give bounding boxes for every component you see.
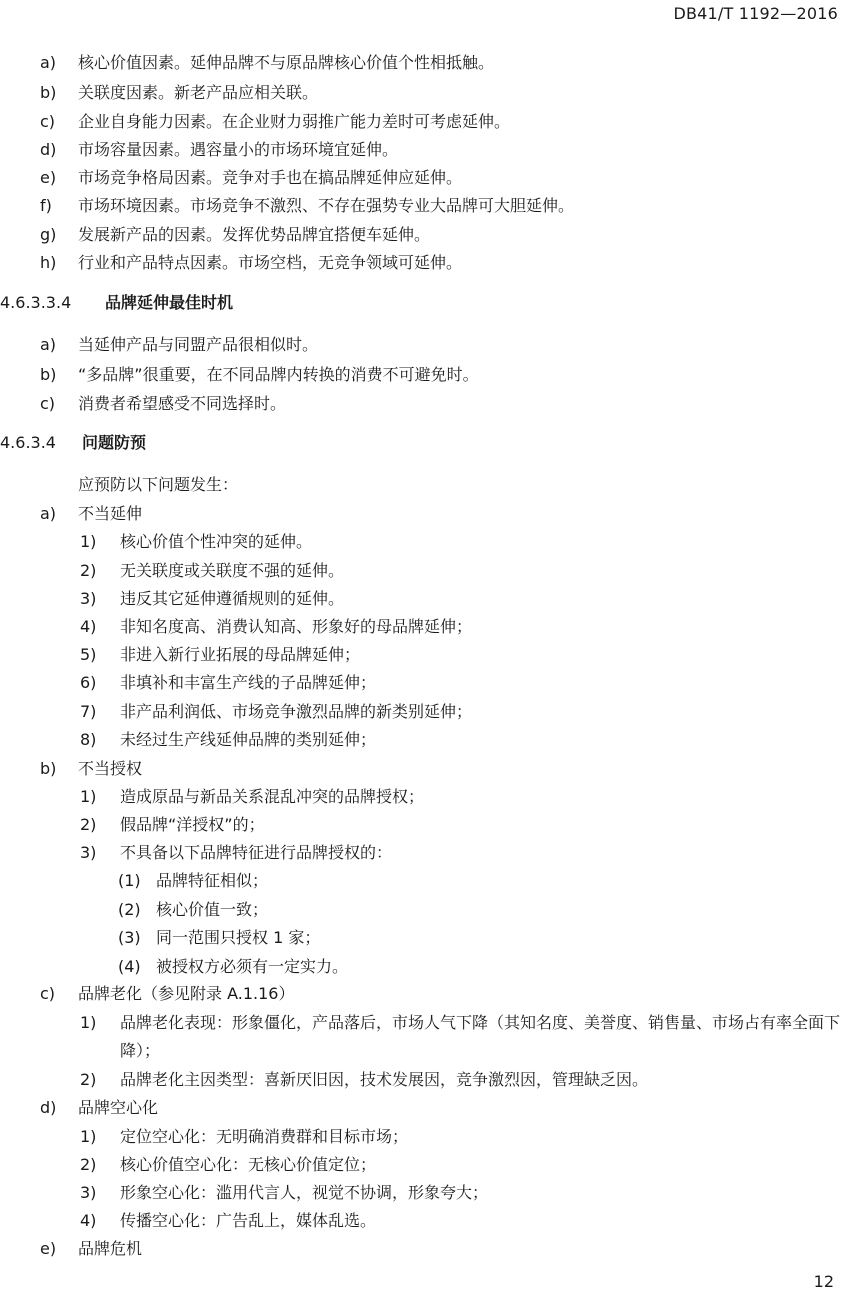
list-item: d) 市场容量因素。遇容量小的市场环境宜延伸。: [40, 140, 399, 159]
section-heading: 4.6.3.4 问题防预: [0, 433, 147, 452]
sub-list-item: 3) 违反其它延伸遵循规则的延伸。: [80, 589, 345, 608]
list-item: g) 发展新产品的因素。发挥优势品牌宜搭便车延伸。: [40, 225, 431, 244]
list-item: a) 当延伸产品与同盟产品很相似时。: [40, 335, 319, 354]
sub-list-item: 6) 非填补和丰富生产线的子品牌延伸；: [80, 673, 377, 692]
sub-list-item: 3) 形象空心化：滥用代言人，视觉不协调，形象夸大；: [80, 1183, 489, 1202]
document-id: DB41/T 1192—2016: [673, 4, 838, 23]
sub-sub-list-item: (1) 品牌特征相似；: [118, 871, 269, 890]
sub-list-item: 2) 核心价值空心化：无核心价值定位；: [80, 1155, 377, 1174]
list-item: h) 行业和产品特点因素。市场空档，无竞争领域可延伸。: [40, 253, 463, 272]
list-item: b) 关联度因素。新老产品应相关联。: [40, 83, 319, 102]
page-number: 12: [813, 1272, 834, 1291]
list-item: c) 企业自身能力因素。在企业财力弱推广能力差时可考虑延伸。: [40, 112, 511, 131]
sub-sub-list-item: (2) 核心价值一致；: [118, 900, 269, 919]
list-item: a) 核心价值因素。延伸品牌不与原品牌核心价值个性相抵触。: [40, 53, 495, 72]
sub-list-item: 1) 核心价值个性冲突的延伸。: [80, 532, 313, 551]
sub-sub-list-item: (4) 被授权方必须有一定实力。: [118, 957, 349, 976]
sub-list-item: 7) 非产品利润低、市场竞争激烈品牌的新类别延伸；: [80, 702, 473, 721]
list-item: a) 不当延伸: [40, 504, 143, 523]
sub-list-item: 1) 造成原品与新品关系混乱冲突的品牌授权；: [80, 787, 425, 806]
sub-list-item: 5) 非进入新行业拓展的母品牌延伸；: [80, 645, 361, 664]
sub-list-item: 4) 传播空心化：广告乱上，媒体乱选。: [80, 1211, 377, 1230]
sub-list-item: 4) 非知名度高、消费认知高、形象好的母品牌延伸；: [80, 617, 473, 636]
sub-list-item: 2) 无关联度或关联度不强的延伸。: [80, 561, 345, 580]
list-item: f) 市场环境因素。市场竞争不激烈、不存在强势专业大品牌可大胆延伸。: [40, 196, 575, 215]
sub-list-item: 1) 品牌老化表现：形象僵化，产品落后，市场人气下降（其知名度、美誉度、销售量、市场占有率全面下降）；: [80, 1013, 841, 1060]
list-item: e) 市场竞争格局因素。竞争对手也在搞品牌延伸应延伸。: [40, 168, 463, 187]
list-item: c) 品牌老化（参见附录 A.1.16）: [40, 984, 295, 1003]
list-item: c) 消费者希望感受不同选择时。: [40, 394, 287, 413]
sub-list-item: 1) 定位空心化：无明确消费群和目标市场；: [80, 1127, 409, 1146]
sub-list-item: 2) 假品牌“洋授权”的；: [80, 815, 265, 834]
sub-list-item: 8) 未经过生产线延伸品牌的类别延伸；: [80, 730, 377, 749]
intro-text: 应预防以下问题发生：: [78, 475, 239, 494]
sub-list-item: 2) 品牌老化主因类型：喜新厌旧因，技术发展因，竞争激烈因，管理缺乏因。: [80, 1070, 649, 1089]
sub-sub-list-item: (3) 同一范围只授权 1 家；: [118, 928, 321, 947]
section-heading: 4.6.3.3.4 品牌延伸最佳时机: [0, 293, 234, 312]
sub-list-item: 3) 不具备以下品牌特征进行品牌授权的：: [80, 843, 393, 862]
list-item: b) 不当授权: [40, 759, 143, 778]
list-item: d) 品牌空心化: [40, 1098, 159, 1117]
list-item: e) 品牌危机: [40, 1239, 143, 1258]
list-item: b) “多品牌”很重要，在不同品牌内转换的消费不可避免时。: [40, 365, 479, 384]
